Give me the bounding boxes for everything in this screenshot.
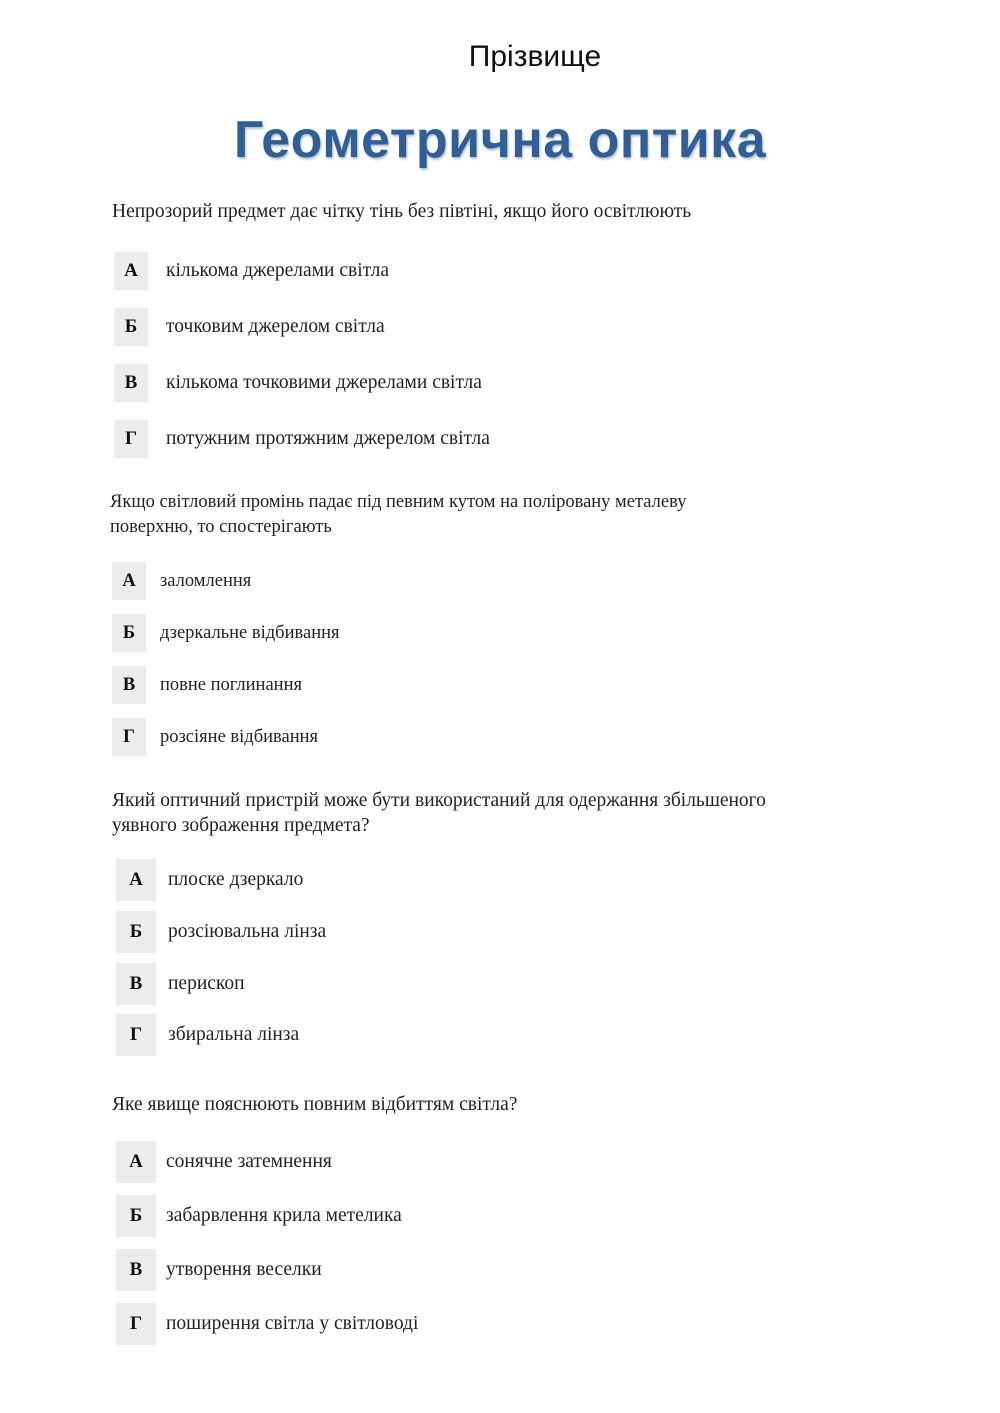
answer-option[interactable]: [116, 1014, 516, 1056]
option-letter: В: [116, 963, 156, 1005]
answer-option[interactable]: [116, 859, 516, 901]
answer-option[interactable]: [116, 911, 516, 953]
answer-option[interactable]: [112, 666, 512, 704]
question-text: Який оптичний пристрій може бути використаний для одержання збільшеного уявного зображення предмета?: [112, 790, 766, 836]
option-letter: В: [114, 364, 148, 402]
option-letter: В: [116, 1249, 156, 1291]
option-letter: Б: [116, 911, 156, 953]
option-letter: А: [114, 252, 148, 290]
answer-option[interactable]: [114, 252, 614, 290]
option-text: точковим джерелом світла: [166, 316, 385, 337]
option-text: утворення веселки: [166, 1259, 322, 1280]
question-text: Якщо світловий промінь падає під певним кутом на поліровану металеву поверхню, то спостерігають: [110, 492, 687, 537]
option-letter: Б: [114, 308, 148, 346]
question-text: Яке явище пояснюють повним відбиттям світла?: [112, 1094, 518, 1115]
option-letter: Б: [116, 1195, 156, 1237]
answer-option[interactable]: [112, 718, 512, 756]
option-letter: Б: [112, 614, 146, 652]
option-text: забарвлення крила метелика: [166, 1205, 402, 1226]
option-text: дзеркальне відбивання: [160, 623, 340, 643]
option-letter: Г: [116, 1303, 156, 1345]
answer-option[interactable]: [112, 562, 512, 600]
surname-label: Прізвище: [468, 40, 602, 73]
option-text: кількома джерелами світла: [166, 260, 390, 281]
option-letter: А: [112, 562, 146, 600]
answer-option[interactable]: [116, 963, 516, 1005]
answer-option[interactable]: [114, 308, 614, 346]
option-letter: А: [116, 1141, 156, 1183]
option-letter: В: [112, 666, 146, 704]
option-text: сонячне затемнення: [166, 1151, 332, 1172]
option-text: збиральна лінза: [168, 1024, 300, 1045]
option-text: повне поглинання: [160, 675, 302, 695]
answer-option[interactable]: [116, 1141, 516, 1183]
page-title: Геометрична оптика: [233, 111, 767, 169]
option-letter: Г: [114, 420, 148, 458]
answer-option[interactable]: [116, 1195, 516, 1237]
option-text: розсіювальна лінза: [168, 921, 327, 942]
option-text: заломлення: [160, 571, 252, 591]
answer-option[interactable]: [112, 614, 512, 652]
answer-option[interactable]: [116, 1249, 516, 1291]
option-text: потужним протяжним джерелом світла: [166, 428, 490, 449]
option-text: поширення світла у світловоді: [166, 1313, 419, 1334]
option-letter: А: [116, 859, 156, 901]
option-text: перископ: [168, 973, 245, 994]
question-text: Непрозорий предмет дає чітку тінь без півтіні, якщо його освітлюють: [112, 201, 692, 222]
answer-option[interactable]: [116, 1303, 516, 1345]
option-text: плоске дзеркало: [168, 869, 304, 890]
option-text: розсіяне відбивання: [160, 727, 319, 747]
option-letter: Г: [112, 718, 146, 756]
option-text: кількома точковими джерелами світла: [166, 372, 482, 393]
answer-option[interactable]: [114, 420, 614, 458]
option-letter: Г: [116, 1014, 156, 1056]
answer-option[interactable]: [114, 364, 614, 402]
